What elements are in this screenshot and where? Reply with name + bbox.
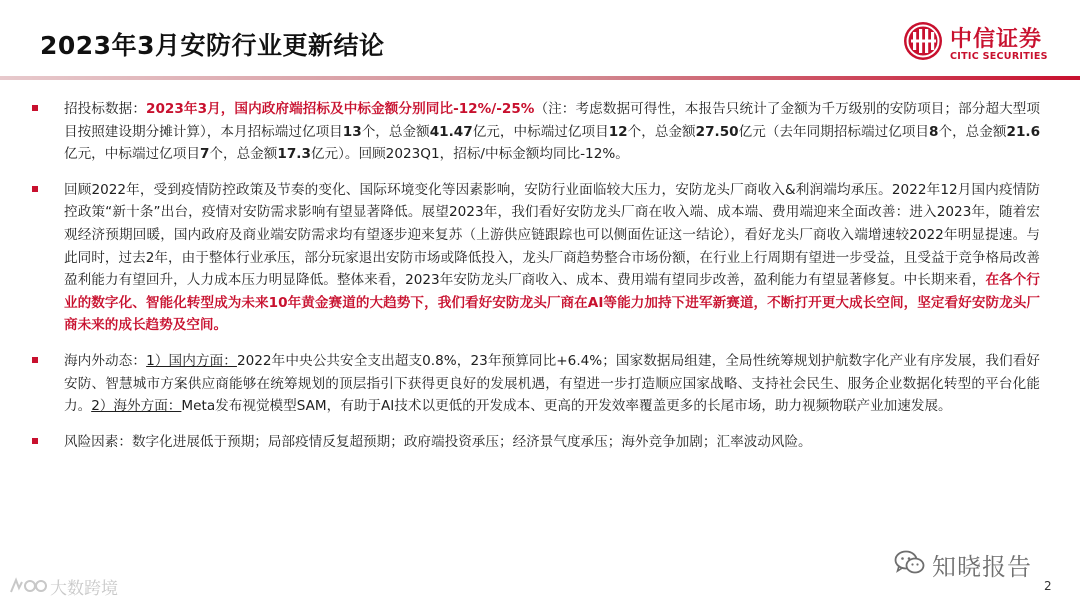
square-bullet-icon — [32, 357, 38, 363]
text-segment: 海内外动态： — [64, 352, 147, 369]
text-segment: 27.50 — [695, 123, 739, 140]
text-segment: 在各个行业的数字化、智能化转型成为未来10年黄金赛道的大趋势下，我们看好安防龙头厂商在AI等能力加持下进军新赛道，不断打开更大成长空间，坚定看好安防龙头厂商未来的成长趋势及空间。 — [64, 272, 1041, 334]
text-segment: 2023年3月，国内政府端招标及中标金额分别同比-12%/-25% — [146, 101, 535, 117]
company-logo — [902, 16, 1062, 72]
text-segment: 7 — [199, 146, 210, 163]
text-segment: 12 — [608, 123, 628, 140]
page-title: 2023年3月安防行业更新结论 — [40, 31, 385, 60]
watermark-text: 知晓报告 — [932, 553, 1032, 581]
square-bullet-icon — [32, 438, 38, 444]
text-segment: 亿元）。回顾2023Q1，招标/中标金额均同比-12%。 — [310, 146, 629, 163]
page-number: 2 — [1044, 579, 1052, 593]
text-segment: 招投标数据： — [64, 101, 146, 117]
text-segment: 17.3 — [277, 146, 311, 163]
square-bullet-icon — [32, 186, 38, 192]
text-segment: 亿元，中标端过亿项目 — [472, 123, 609, 140]
text-segment: 2022年中央公共安全支出超支0.8%，23年预算同比+6.4%；国家数据局组建，全局性统筹规划护航数字化产业有序发展，我们看好安防、智慧城市方案供应商能够在统筹规划的顶层指引下获得更良好的发展机遇，有望进一步打造顺应国家战略、支持社会民生、服务企业数据化转型的平台化能力。 — [64, 352, 1040, 415]
bullet-paragraph — [64, 431, 1040, 454]
bullet-item-bidding — [28, 98, 1040, 166]
text-segment: 1）国内方面： — [146, 352, 237, 369]
bullet-item-review — [28, 179, 1040, 337]
text-segment: 个，总金额 — [361, 123, 430, 140]
bullet-paragraph — [64, 98, 1040, 166]
text-segment: 风险因素：数字化进展低于预期；局部疫情反复超预期；政府端投资承压；经济景气度承压；海外竞争加剧；汇率波动风险。 — [64, 433, 812, 450]
bullet-paragraph — [64, 179, 1040, 337]
text-segment: （注：考虑数据可得性，本报告只统计了金额为千万级别的安防项目；部分超大型项目按照建设期分摊计算），本月招标端过亿项目 — [64, 101, 1041, 140]
citic-logo-icon — [902, 20, 944, 62]
text-segment: 21.6 — [1006, 123, 1041, 140]
watermark-bottom-left — [4, 572, 164, 600]
bullet-item-dynamics — [28, 350, 1040, 418]
text-segment: 亿元（去年同期招标端过亿项目 — [738, 123, 930, 140]
text-segment: 个，总金额 — [627, 123, 696, 140]
text-segment: 2）海外方面： — [91, 398, 182, 415]
header-divider — [0, 76, 1080, 80]
watermark-text: 大数跨境 — [50, 579, 118, 599]
text-segment: 亿元，中标端过亿项目 — [64, 146, 200, 163]
bullet-paragraph — [64, 350, 1040, 418]
text-segment: 个，总金额 — [938, 123, 1007, 140]
text-segment: 8 — [929, 123, 939, 140]
text-segment: Meta发布视觉模型SAM，有助于AI技术以更低的开发成本、更高的开发效率覆盖更多的长尾市场，助力视频物联产业加速发展。 — [181, 398, 952, 415]
text-segment: 个，总金额 — [209, 146, 278, 163]
logo-text-en: CITIC SECURITIES — [950, 51, 1048, 62]
dsk-watermark-icon — [8, 576, 48, 596]
main-content — [28, 98, 1040, 453]
text-segment: 13 — [342, 123, 362, 140]
bullet-item-risks — [28, 431, 1040, 454]
wechat-icon — [894, 550, 926, 576]
logo-text-cn: 中信证券 — [950, 27, 1043, 52]
text-segment: 回顾2022年，受到疫情防控政策及节奏的变化、国际环境变化等因素影响，安防行业面临较大压力，安防龙头厂商收入&利润端均承压。2022年12月国内疫情防控政策“新十条”出台，疫情对安防需求影响有望显著降低。展望2023年，我们看好安防龙头厂商在收入端、成本端、费用端迎来全面改善：进入2023年，随着宏观经济预期回暖，国内政府及商业端安防需求均有望逐步迎来复苏（上游供应链跟踪也可以侧面佐证这一结论），看好龙头厂商收入端增速较2022年明显提速。与此同时，过去2年，由于整体行业承压，部分玩家退出安防市场或降低投入，龙头厂商趋势整合市场份额，在行业上行周期有望进一步受益，且受益于竞争格局改善盈利能力有望回升，人力成本压力明显降低。整体来看，2023年安防龙头厂商收入、成本、费用端有望同步改善，盈利能力有望显著修复。中长期来看， — [64, 181, 1040, 289]
text-segment: 41.47 — [429, 123, 473, 140]
square-bullet-icon — [32, 105, 38, 111]
watermark-bottom-right — [894, 546, 1054, 580]
